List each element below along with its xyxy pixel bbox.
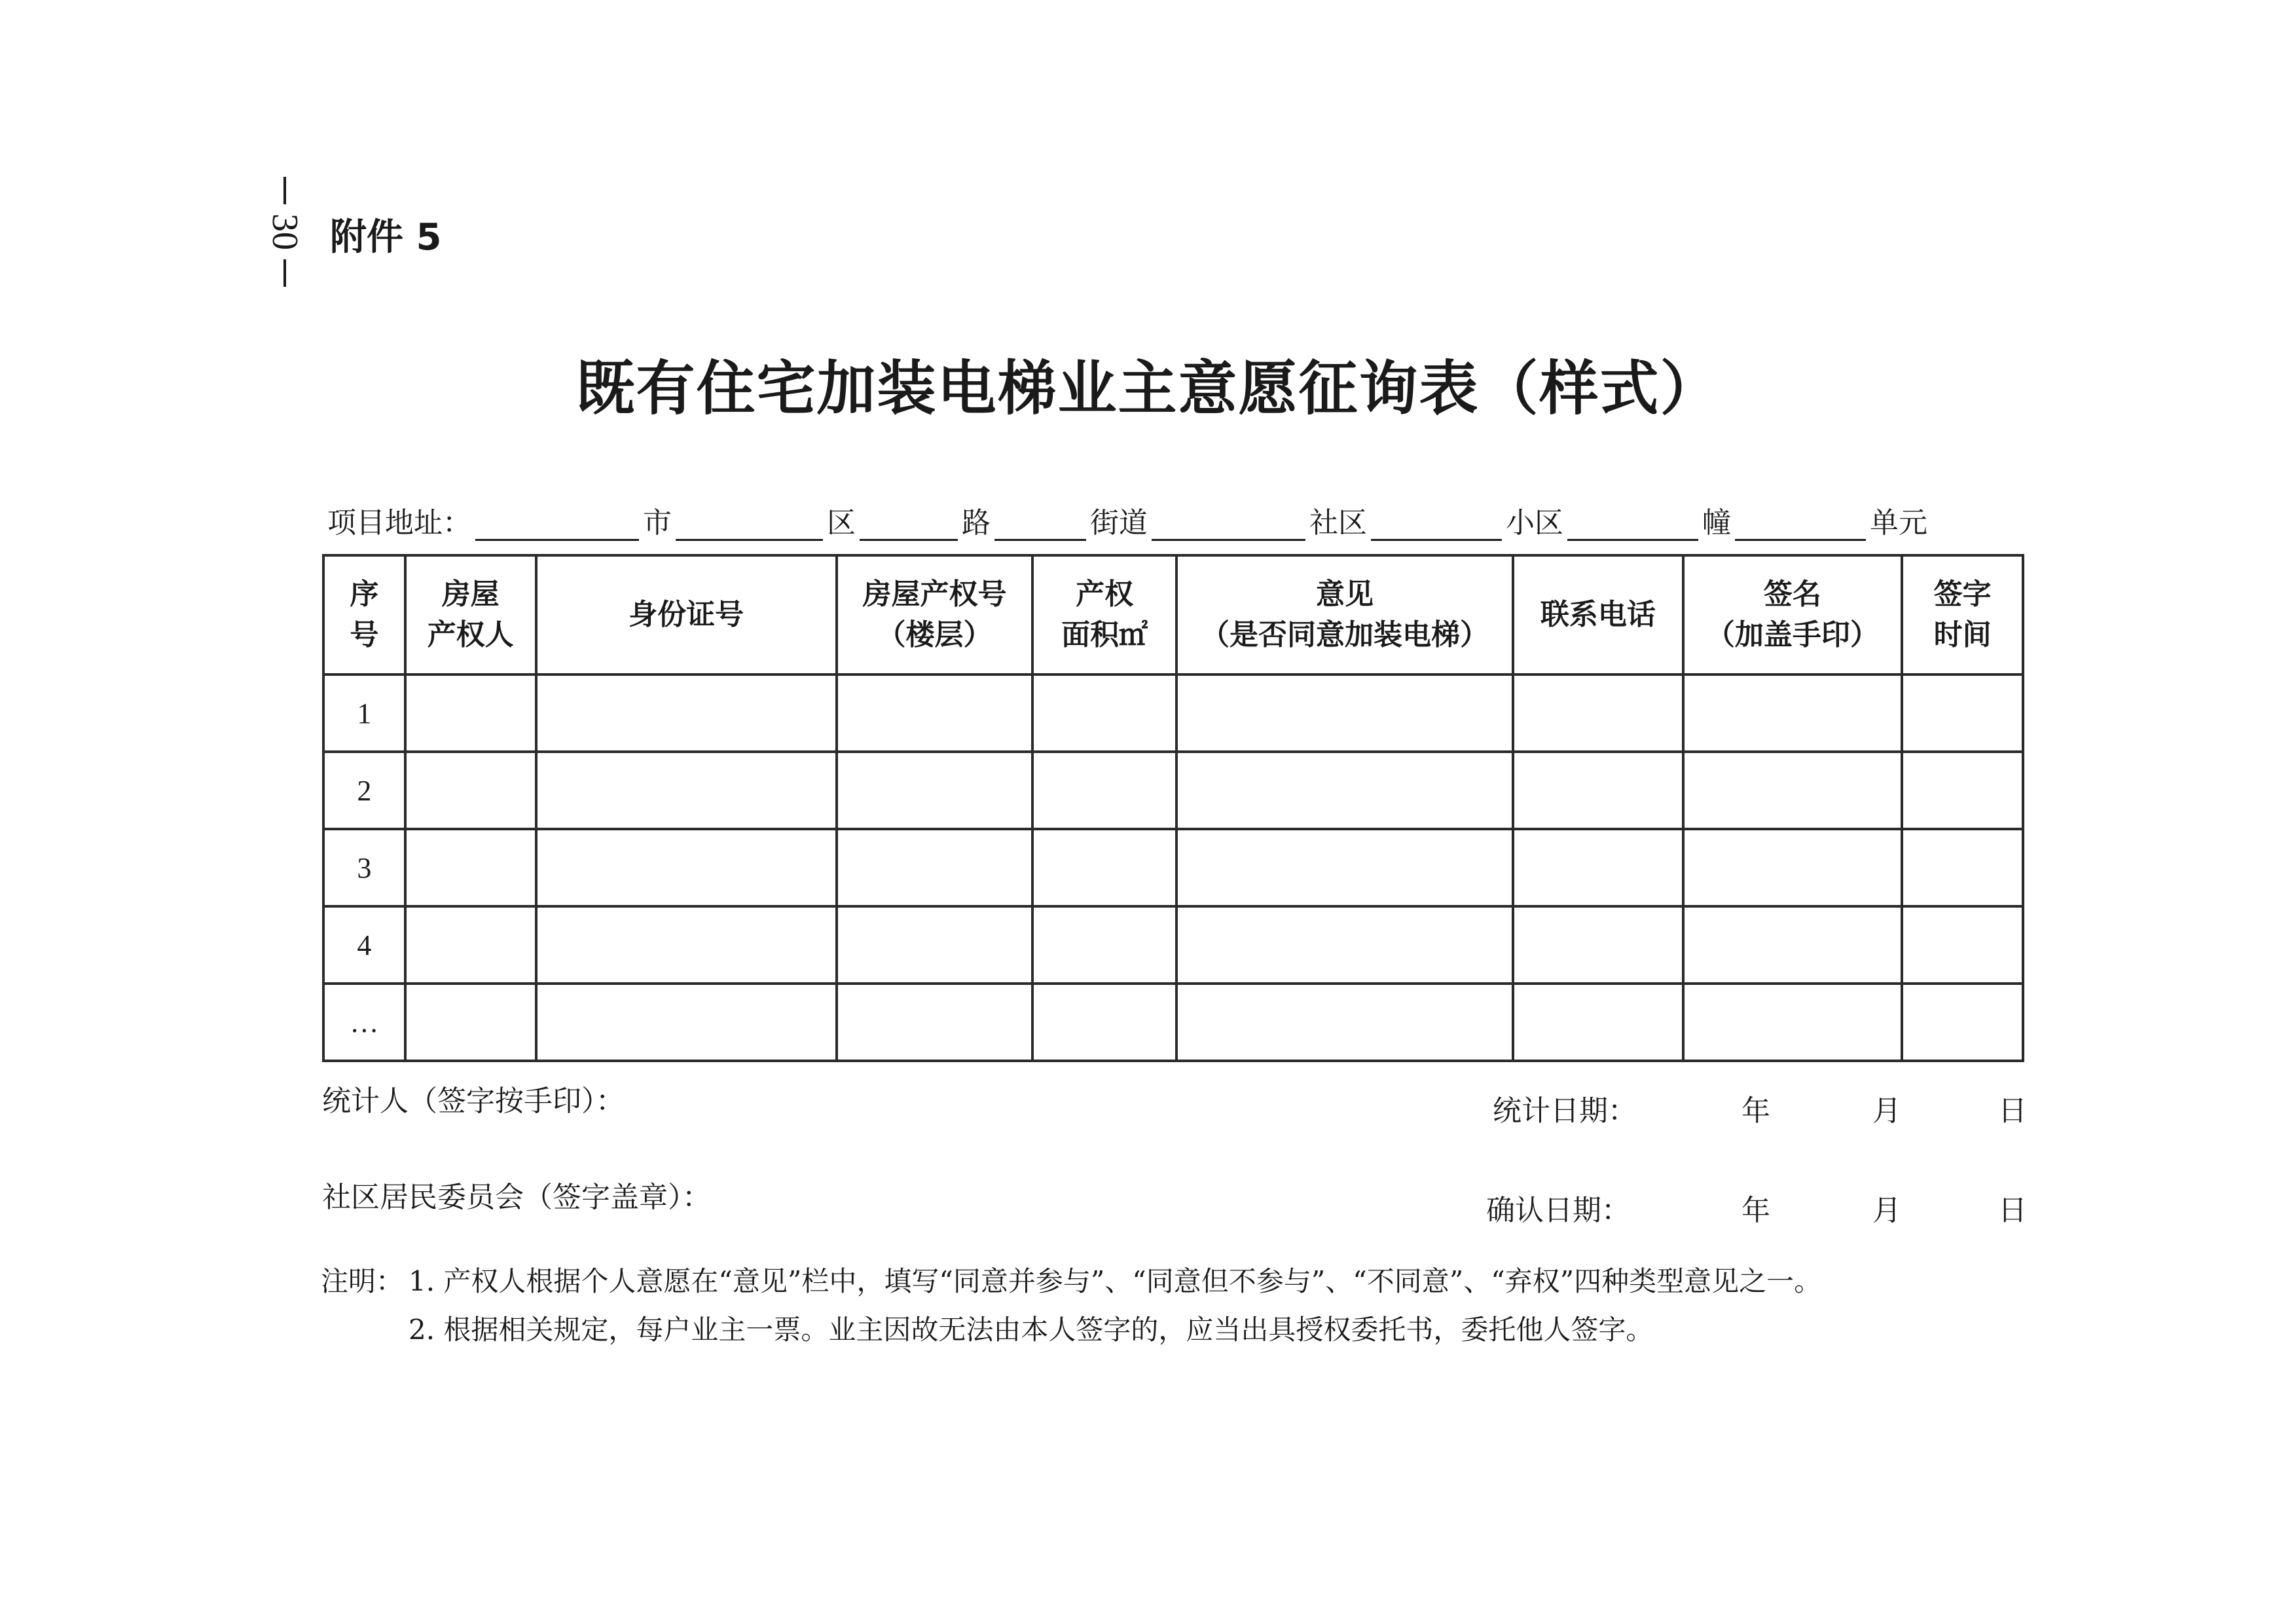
cell-owner[interactable] bbox=[405, 752, 536, 829]
cell-opinion[interactable] bbox=[1176, 674, 1513, 752]
notes-label: 注明： bbox=[321, 1265, 404, 1297]
cell-property-number[interactable] bbox=[837, 752, 1033, 829]
cell-sign-time[interactable] bbox=[1902, 829, 2023, 906]
cell-area[interactable] bbox=[1032, 829, 1176, 906]
cell-id-number[interactable] bbox=[536, 829, 837, 906]
committee-day: 日 bbox=[1998, 1194, 2027, 1227]
cell-phone[interactable] bbox=[1513, 674, 1683, 752]
cell-sign-time[interactable] bbox=[1902, 984, 2023, 1061]
cell-phone[interactable] bbox=[1513, 984, 1683, 1061]
statistician-label: 统计人（签字按手印）： bbox=[322, 1084, 625, 1118]
table-row bbox=[323, 752, 2023, 829]
row-serial: 1 bbox=[323, 674, 405, 752]
address-blank-city[interactable] bbox=[475, 507, 639, 541]
committee-label: 社区居民委员会（签字盖章）： bbox=[322, 1181, 711, 1214]
page-number bbox=[262, 177, 308, 334]
address-label: 项目地址： bbox=[327, 506, 471, 540]
statistician-year: 年 bbox=[1741, 1094, 1770, 1128]
address-blank-district[interactable] bbox=[676, 507, 823, 541]
page-number-text: 30 bbox=[264, 213, 305, 250]
cell-area[interactable] bbox=[1032, 752, 1176, 829]
cell-owner[interactable] bbox=[405, 984, 536, 1061]
row-serial: 4 bbox=[323, 906, 405, 984]
cell-signature[interactable] bbox=[1683, 674, 1903, 752]
cell-id-number[interactable] bbox=[536, 984, 837, 1061]
address-blank-building[interactable] bbox=[1567, 507, 1698, 541]
address-blank-road[interactable] bbox=[860, 507, 958, 541]
header-opinion: 意见 （是否同意加装电梯） bbox=[1176, 555, 1513, 674]
cell-opinion[interactable] bbox=[1176, 752, 1513, 829]
header-property-number: 房屋产权号 （楼层） bbox=[837, 555, 1033, 674]
committee-month: 月 bbox=[1872, 1194, 1901, 1227]
note-item-1: 1. 产权人根据个人意愿在“意见”栏中，填写“同意并参与”、“同意但不参与”、“不同意”、“弃权”四种类型意见之一。 bbox=[409, 1265, 1822, 1297]
cell-property-number[interactable] bbox=[837, 829, 1033, 906]
header-sign-time: 签字 时间 bbox=[1902, 555, 2023, 674]
cell-signature[interactable] bbox=[1683, 829, 1903, 906]
address-unit-building: 幢 bbox=[1702, 506, 1731, 540]
cell-opinion[interactable] bbox=[1176, 906, 1513, 984]
cell-owner[interactable] bbox=[405, 829, 536, 906]
address-unit-district: 区 bbox=[827, 506, 856, 540]
cell-owner[interactable] bbox=[405, 906, 536, 984]
row-serial: 3 bbox=[323, 829, 405, 906]
cell-property-number[interactable] bbox=[837, 906, 1033, 984]
page-number-dash-top bbox=[283, 177, 286, 204]
cell-phone[interactable] bbox=[1513, 906, 1683, 984]
address-unit-estate: 小区 bbox=[1506, 506, 1563, 540]
header-owner: 房屋 产权人 bbox=[405, 555, 536, 674]
cell-signature[interactable] bbox=[1683, 906, 1903, 984]
cell-signature[interactable] bbox=[1683, 752, 1903, 829]
table-row bbox=[323, 906, 2023, 984]
header-area: 产权 面积㎡ bbox=[1032, 555, 1176, 674]
table-row bbox=[323, 829, 2023, 906]
address-blank-estate[interactable] bbox=[1371, 507, 1502, 541]
address-unit-city: 市 bbox=[643, 506, 672, 540]
cell-phone[interactable] bbox=[1513, 752, 1683, 829]
address-unit-road: 路 bbox=[962, 506, 991, 540]
row-serial: … bbox=[323, 984, 405, 1061]
cell-sign-time[interactable] bbox=[1902, 752, 2023, 829]
page-title: 既有住宅加装电梯业主意愿征询表（样式） bbox=[575, 354, 1721, 423]
note-item-2: 2. 根据相关规定，每户业主一票。业主因故无法由本人签字的，应当出具授权委托书，委托他人签字。 bbox=[409, 1314, 1654, 1346]
address-unit-community: 社区 bbox=[1309, 506, 1367, 540]
cell-phone[interactable] bbox=[1513, 829, 1683, 906]
cell-id-number[interactable] bbox=[536, 906, 837, 984]
cell-opinion[interactable] bbox=[1176, 984, 1513, 1061]
cell-sign-time[interactable] bbox=[1902, 674, 2023, 752]
page-number-dash-bottom bbox=[283, 259, 286, 287]
cell-area[interactable] bbox=[1032, 674, 1176, 752]
address-blank-street[interactable] bbox=[994, 507, 1086, 541]
notes-section bbox=[321, 1257, 1821, 1354]
table-row bbox=[323, 984, 2023, 1061]
address-unit-unit: 单元 bbox=[1870, 506, 1927, 540]
cell-opinion[interactable] bbox=[1176, 829, 1513, 906]
committee-date-label: 确认日期： bbox=[1486, 1194, 1630, 1227]
project-address-line bbox=[327, 499, 2030, 541]
header-signature: 签名 （加盖手印） bbox=[1683, 555, 1903, 674]
cell-id-number[interactable] bbox=[536, 674, 837, 752]
cell-property-number[interactable] bbox=[837, 984, 1033, 1061]
table-row bbox=[323, 674, 2023, 752]
address-unit-street: 街道 bbox=[1090, 506, 1148, 540]
cell-area[interactable] bbox=[1032, 906, 1176, 984]
header-serial: 序 号 bbox=[323, 555, 405, 674]
table-header-row bbox=[323, 555, 2023, 674]
address-blank-unit[interactable] bbox=[1735, 507, 1866, 541]
cell-id-number[interactable] bbox=[536, 752, 837, 829]
cell-sign-time[interactable] bbox=[1902, 906, 2023, 984]
statistician-month: 月 bbox=[1872, 1094, 1901, 1128]
statistician-day: 日 bbox=[1998, 1094, 2027, 1128]
cell-owner[interactable] bbox=[405, 674, 536, 752]
statistician-date-label: 统计日期： bbox=[1493, 1094, 1637, 1128]
attachment-label: 附件 5 bbox=[330, 216, 442, 259]
row-serial: 2 bbox=[323, 752, 405, 829]
cell-area[interactable] bbox=[1032, 984, 1176, 1061]
cell-property-number[interactable] bbox=[837, 674, 1033, 752]
header-id-number: 身份证号 bbox=[536, 555, 837, 674]
survey-table bbox=[322, 554, 2024, 1062]
cell-signature[interactable] bbox=[1683, 984, 1903, 1061]
address-blank-community[interactable] bbox=[1152, 507, 1305, 541]
header-phone: 联系电话 bbox=[1513, 555, 1683, 674]
committee-year: 年 bbox=[1741, 1194, 1770, 1227]
